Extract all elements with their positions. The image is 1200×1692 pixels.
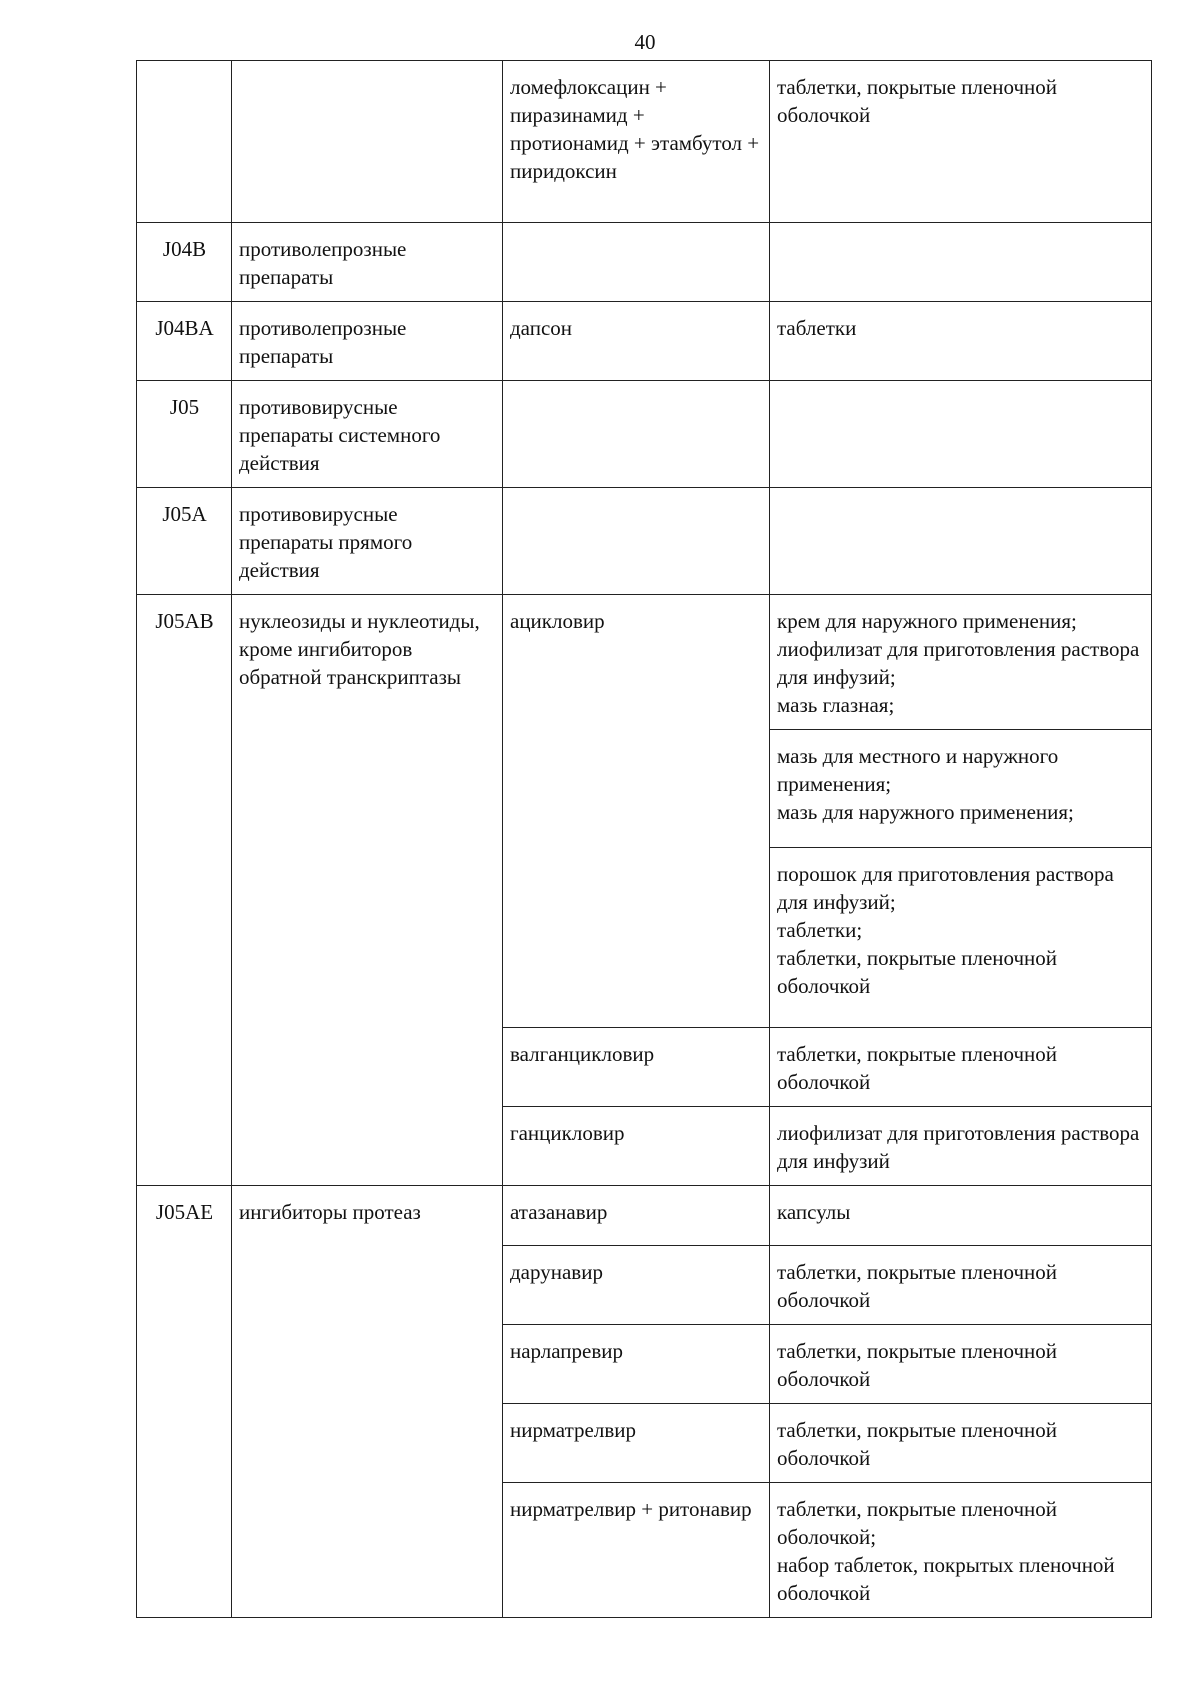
medication-table (136, 60, 1152, 1618)
drug-name-cell: ацикловир (503, 595, 770, 1028)
dosage-form-cell (770, 1404, 1152, 1483)
drug-name-cell: нирматрелвир + ритонавир (503, 1483, 770, 1618)
dosage-form-cell (770, 488, 1152, 595)
drug-name-cell (503, 381, 770, 488)
drug-name-cell: дапсон (503, 302, 770, 381)
dosage-form-line: капсулы (777, 1200, 851, 1224)
dosage-form-line: таблетки, покрытые пленочной оболочкой (777, 1042, 1058, 1094)
dosage-form-line: таблетки, покрытые пленочной оболочкой (777, 1260, 1058, 1312)
atc-code-cell: J05AE (137, 1186, 232, 1618)
atc-code-cell (137, 61, 232, 223)
dosage-form-cell (770, 730, 1152, 848)
dosage-form-line: набор таблеток, покрытых пленочной оболочкой (777, 1553, 1115, 1605)
table-row (137, 1186, 1152, 1246)
drug-name-cell (503, 223, 770, 302)
dosage-form-line: таблетки (777, 316, 857, 340)
drug-name-cell: ганцикловир (503, 1107, 770, 1186)
atc-code-cell: J05AB (137, 595, 232, 1186)
drug-name-cell: валганцикловир (503, 1028, 770, 1107)
dosage-form-line: порошок для приготовления раствора для инфузий; (777, 862, 1114, 914)
dosage-form-cell (770, 381, 1152, 488)
group-name-cell: ингибиторы протеаз (232, 1186, 503, 1618)
drug-name-cell: ломефлоксацин + пиразинамид + протионамид + этамбутол + пиридоксин (503, 61, 770, 223)
table-row (137, 488, 1152, 595)
atc-code-cell: J05 (137, 381, 232, 488)
drug-name-cell: атазанавир (503, 1186, 770, 1246)
dosage-form-line: мазь для местного и наружного применения; (777, 744, 1059, 796)
dosage-form-cell (770, 848, 1152, 1028)
drug-name-cell: нарлапревир (503, 1325, 770, 1404)
dosage-form-cell (770, 1028, 1152, 1107)
drug-name-cell (503, 488, 770, 595)
group-name-cell: противовирусные препараты прямого действия (232, 488, 503, 595)
dosage-form-line: лиофилизат для приготовления раствора для инфузий (777, 1121, 1140, 1173)
dosage-form-line: мазь для наружного применения; (777, 800, 1074, 824)
atc-code-cell: J04B (137, 223, 232, 302)
group-name-cell: противолепрозные препараты (232, 302, 503, 381)
dosage-form-line: мазь глазная; (777, 693, 895, 717)
table-row (137, 302, 1152, 381)
table-row (137, 381, 1152, 488)
dosage-form-cell (770, 223, 1152, 302)
table-row (137, 61, 1152, 223)
table-row (137, 595, 1152, 730)
dosage-form-cell (770, 1325, 1152, 1404)
dosage-form-cell (770, 61, 1152, 223)
dosage-form-cell (770, 1246, 1152, 1325)
dosage-form-line: таблетки, покрытые пленочной оболочкой (777, 1339, 1058, 1391)
group-name-cell: противолепрозные препараты (232, 223, 503, 302)
dosage-form-cell (770, 1483, 1152, 1618)
dosage-form-cell (770, 1186, 1152, 1246)
dosage-form-cell (770, 595, 1152, 730)
dosage-form-line: таблетки, покрытые пленочной оболочкой (777, 1418, 1058, 1470)
dosage-form-line: лиофилизат для приготовления раствора для инфузий; (777, 637, 1140, 689)
atc-code-cell: J05A (137, 488, 232, 595)
dosage-form-line: таблетки, покрытые пленочной оболочкой; (777, 1497, 1058, 1549)
table-row (137, 223, 1152, 302)
atc-code-cell: J04BA (137, 302, 232, 381)
dosage-form-line: крем для наружного применения; (777, 609, 1077, 633)
dosage-form-line: таблетки, покрытые пленочной оболочкой (777, 75, 1058, 127)
dosage-form-cell (770, 302, 1152, 381)
drug-name-cell: нирматрелвир (503, 1404, 770, 1483)
dosage-form-cell (770, 1107, 1152, 1186)
page-number: 40 (634, 30, 656, 54)
group-name-cell: нуклеозиды и нуклеотиды, кроме ингибиторов обратной транскриптазы (232, 595, 503, 1186)
drug-name-cell: дарунавир (503, 1246, 770, 1325)
dosage-form-line: таблетки; (777, 918, 863, 942)
group-name-cell: противовирусные препараты системного действия (232, 381, 503, 488)
dosage-form-line: таблетки, покрытые пленочной оболочкой (777, 946, 1058, 998)
group-name-cell (232, 61, 503, 223)
